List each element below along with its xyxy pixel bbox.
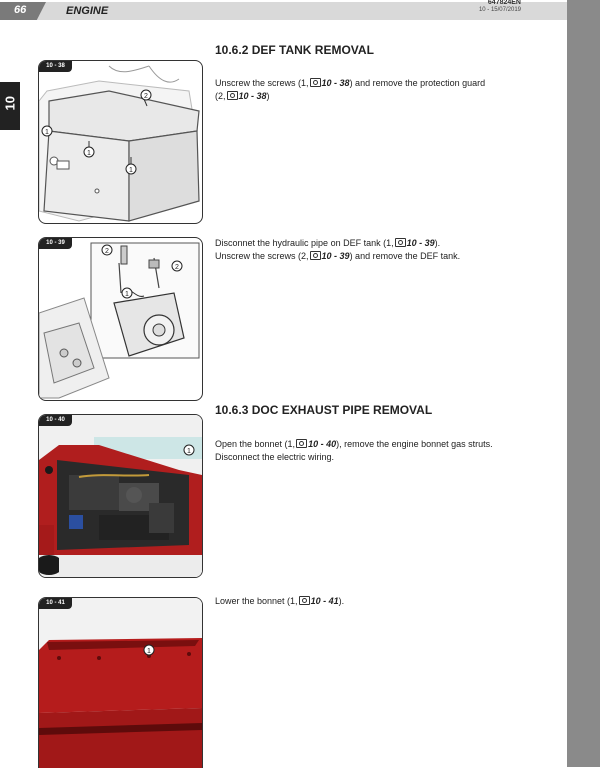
figure-ref-link[interactable]: 10 - 39	[406, 238, 435, 248]
instruction-line: Unscrew the screws (2, 10 - 39) and remove the DEF tank.	[215, 251, 461, 261]
svg-text:2: 2	[105, 248, 109, 255]
instruction-line: Lower the bonnet (1, 10 - 41).	[215, 596, 345, 606]
callout-2	[102, 245, 112, 255]
callout-2	[141, 90, 151, 100]
step-remove-guard	[215, 77, 555, 103]
section-title-doc-exhaust-pipe-removal: 10.6.3 DOC EXHAUST PIPE REMOVAL	[215, 403, 433, 417]
svg-text:1: 1	[187, 448, 191, 455]
camera-icon	[227, 91, 238, 100]
figure-label: 10 - 40	[39, 415, 72, 426]
svg-text:1: 1	[125, 291, 129, 298]
figure-10-38	[38, 60, 203, 224]
svg-text:1: 1	[129, 167, 133, 174]
bonnet-lowered-photo	[39, 598, 202, 768]
chapter-number: 10	[2, 96, 18, 111]
callout-1	[126, 164, 136, 174]
figure-ref-link[interactable]: 10 - 40	[308, 439, 337, 449]
figure-ref-link[interactable]: 10 - 41	[310, 596, 339, 606]
chapter-title: ENGINE	[66, 5, 109, 17]
figure-label: 10 - 38	[39, 61, 72, 72]
camera-icon	[296, 439, 307, 448]
figure-ref-link[interactable]: 10 - 38	[238, 91, 267, 101]
engine-bay-open-bonnet-photo	[39, 415, 202, 577]
figure-ref-link[interactable]: 10 - 38	[321, 78, 350, 88]
svg-text:1: 1	[87, 150, 91, 157]
step-lower-bonnet	[215, 595, 555, 608]
callout-2	[172, 261, 182, 271]
page-header	[0, 0, 567, 22]
camera-icon	[395, 238, 406, 247]
def-tank-guard-illustration	[39, 61, 202, 223]
svg-text:1: 1	[147, 648, 151, 655]
figure-label: 10 - 41	[39, 598, 72, 609]
camera-icon	[310, 78, 321, 87]
camera-icon	[299, 596, 310, 605]
callout-1	[122, 288, 132, 298]
svg-text:2: 2	[144, 93, 148, 100]
callout-1	[144, 645, 154, 655]
svg-text:2: 2	[175, 264, 179, 271]
step-open-bonnet	[215, 438, 555, 464]
figure-10-41	[38, 597, 203, 768]
def-tank-illustration	[39, 238, 202, 400]
figure-10-40	[38, 414, 203, 578]
camera-icon	[310, 251, 321, 260]
callout-1	[42, 126, 52, 136]
instruction-line: Open the bonnet (1, 10 - 40), remove the engine bonnet gas struts.	[215, 439, 493, 449]
callout-1	[84, 147, 94, 157]
page-edge-shadow	[567, 0, 600, 767]
figure-ref-link[interactable]: 10 - 39	[321, 251, 350, 261]
step-remove-def-tank	[215, 237, 555, 263]
instruction-line: Disconnect the electric wiring.	[215, 452, 335, 462]
doc-date: 10 - 15/07/2019	[478, 7, 521, 13]
instruction-line: (2, 10 - 38)	[215, 91, 270, 101]
figure-label: 10 - 39	[39, 238, 72, 249]
page-number: 66	[14, 4, 27, 16]
instruction-line: Disconnet the hydraulic pipe on DEF tank (1, 10 - 39).	[215, 238, 441, 248]
svg-text:1: 1	[45, 129, 49, 136]
figure-10-39	[38, 237, 203, 401]
callout-1	[184, 445, 194, 455]
section-title-def-tank-removal: 10.6.2 DEF TANK REMOVAL	[215, 43, 374, 57]
instruction-line: Unscrew the screws (1, 10 - 38) and remove the protection guard	[215, 78, 486, 88]
doc-code: 647824EN	[487, 0, 521, 6]
